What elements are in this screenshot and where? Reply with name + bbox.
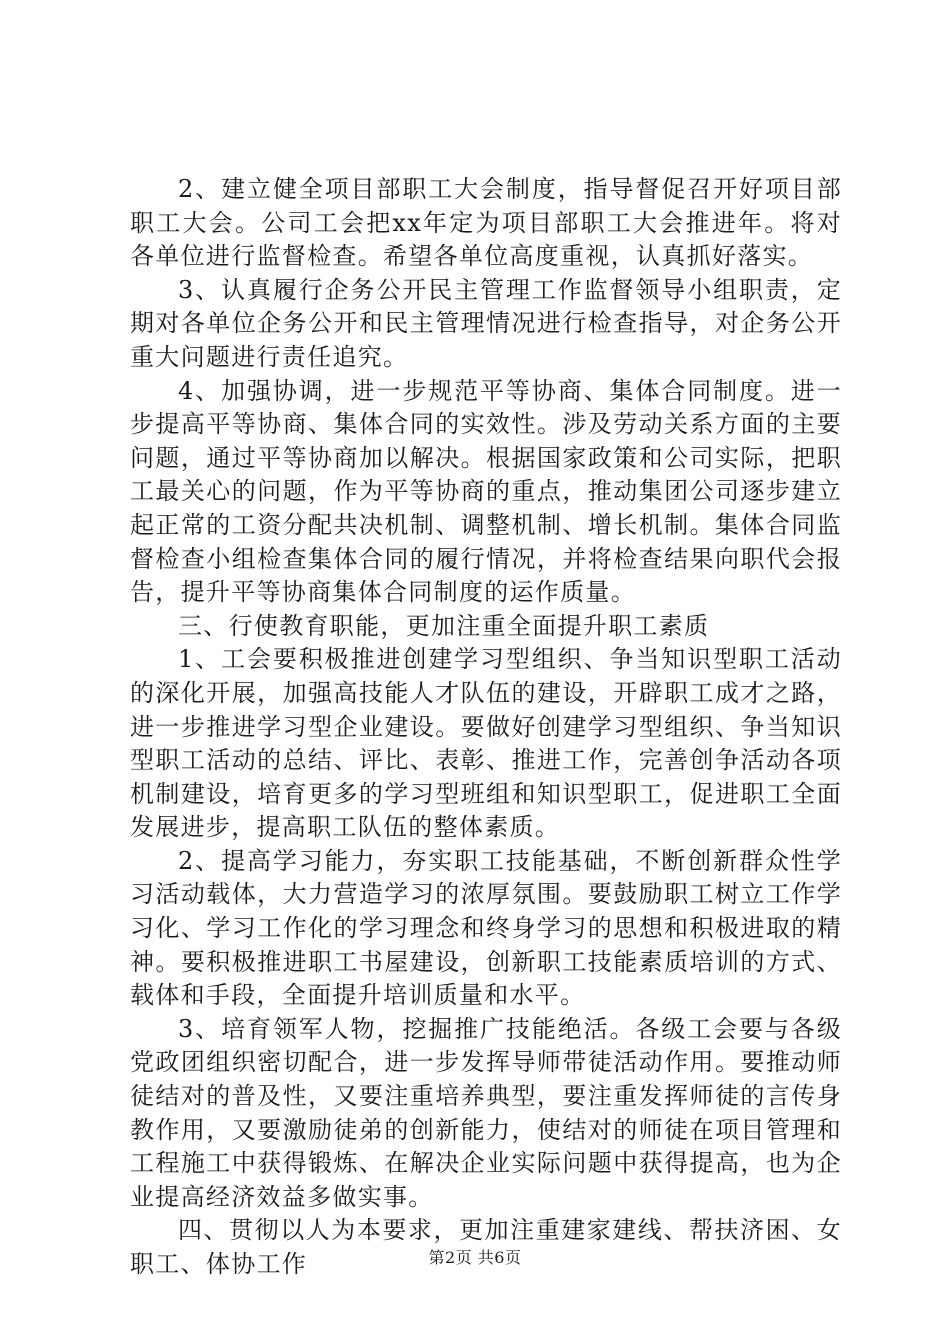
page-number-footer: 第2页 共6页 [428, 1248, 522, 1267]
section-heading-3: 三、行使教育职能，更加注重全面提升职工素质 [178, 611, 710, 640]
section-heading-4: 四、贯彻以人为本要求，更加注重建家建线、帮扶济困、女职工、体协工作 [130, 1216, 842, 1278]
paragraph-section3-item-3: 3、培育领军人物，挖掘推广技能绝活。各级工会要与各级党政团组织密切配合，进一步发挥导师带徒活动作用。要推动师徒结对的普及性，又要注重培养典型，要注重发挥师徒的言传身教作用，又要激励徒弟的创新能力，使结对的师徒在项目管理和工程施工中获得锻炼、在解决企业实际问题中获得提高，也为企业提高经济效益多做实事。 [130, 1014, 842, 1211]
paragraph-item-3: 3、认真履行企务公开民主管理工作监督领导小组职责，定期对各单位企务公开和民主管理情况进行检查指导，对企务公开重大问题进行责任追究。 [130, 275, 842, 371]
document-body [130, 173, 842, 1282]
paragraph-item-2: 2、建立健全项目部职工大会制度，指导督促召开好项目部职工大会。公司工会把xx年定为项目部职工大会推进年。将对各单位进行监督检查。希望各单位高度重视，认真抓好落实。 [130, 175, 842, 271]
paragraph-section3-item-2: 2、提高学习能力，夯实职工技能基础，不断创新群众性学习活动载体，大力营造学习的浓厚氛围。要鼓励职工树立工作学习化、学习工作化的学习理念和终身学习的思想和积极进取的精神。要积极推进职工书屋建设，创新职工技能素质培训的方式、载体和手段，全面提升培训质量和水平。 [130, 846, 842, 1010]
paragraph-section3-item-1: 1、工会要积极推进创建学习型组织、争当知识型职工活动的深化开展，加强高技能人才队伍的建设，开辟职工成才之路，进一步推进学习型企业建设。要做好创建学习型组织、争当知识型职工活动的总结、评比、表彰、推进工作，完善创争活动各项机制建设，培育更多的学习型班组和知识型职工，促进职工全面发展进步，提高职工队伍的整体素质。 [130, 645, 842, 842]
paragraph-item-4: 4、加强协调，进一步规范平等协商、集体合同制度。进一步提高平等协商、集体合同的实效性。涉及劳动关系方面的主要问题，通过平等协商加以解决。根据国家政策和公司实际，把职工最关心的问题，作为平等协商的重点，推动集团公司逐步建立起正常的工资分配共决机制、调整机制、增长机制。集体合同监督检查小组检查集体合同的履行情况，并将检查结果向职代会报告，提升平等协商集体合同制度的运作质量。 [130, 376, 842, 607]
